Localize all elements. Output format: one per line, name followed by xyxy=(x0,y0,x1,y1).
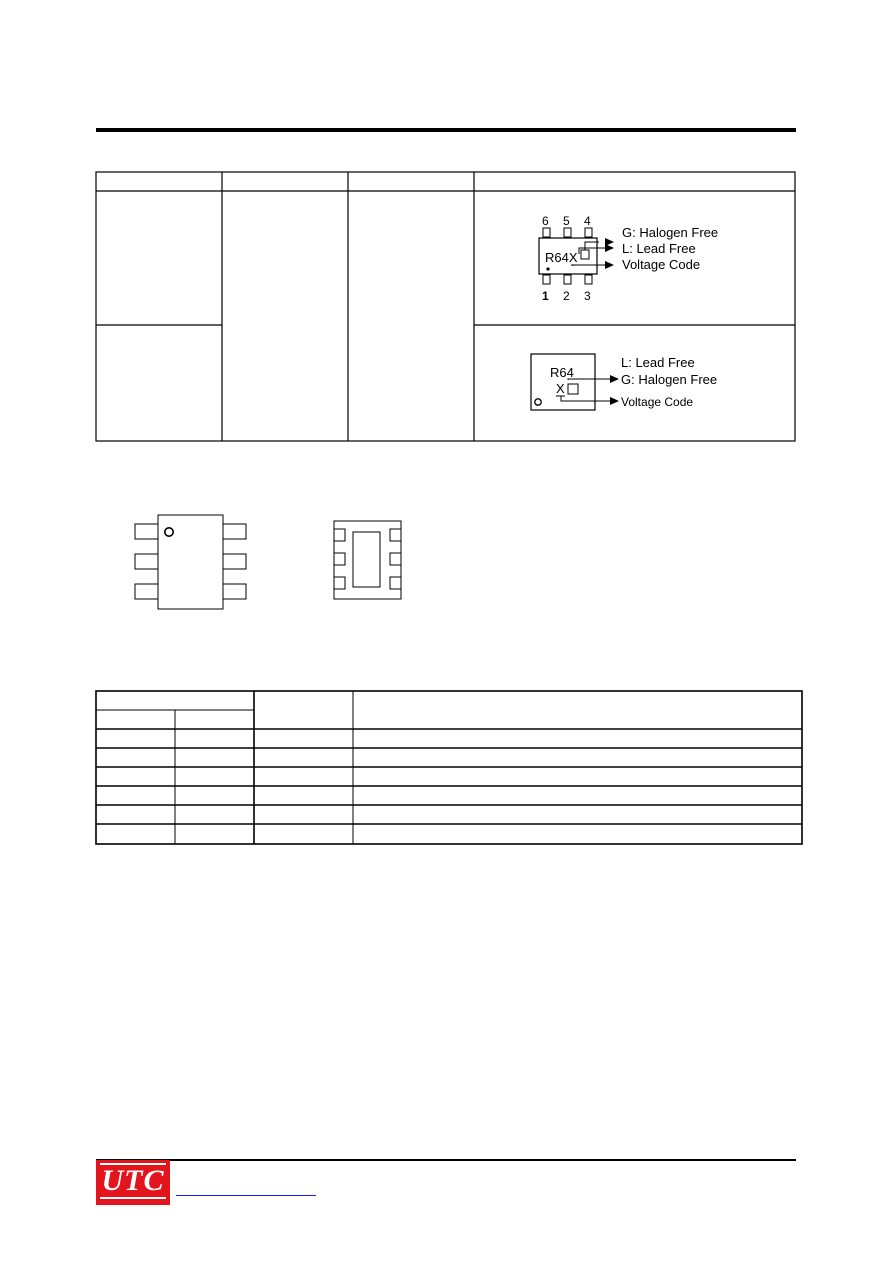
pin-description-table xyxy=(95,689,804,847)
marking-code-line1: R64 xyxy=(550,365,574,380)
package-outline-dfn xyxy=(332,518,404,602)
marking-diagram-dfn xyxy=(531,354,717,410)
label-voltage-code: Voltage Code xyxy=(622,257,701,272)
label-halogen-free: G: Halogen Free xyxy=(622,225,719,240)
utc-logo-text: UTC xyxy=(101,1164,165,1197)
label-voltage-code: Voltage Code xyxy=(621,395,694,409)
pin-number-6: 6 xyxy=(542,214,549,228)
label-halogen-free: G: Halogen Free xyxy=(621,372,718,387)
marking-code: R64X xyxy=(545,250,578,265)
pin-number-1: 1 xyxy=(542,289,549,303)
marking-diagram-sot26 xyxy=(539,214,718,303)
footer-rule xyxy=(96,1159,796,1161)
label-lead-free: L: Lead Free xyxy=(622,241,696,256)
marking-code-line2: X xyxy=(556,381,565,396)
pin-number-3: 3 xyxy=(584,289,591,303)
pin-number-4: 4 xyxy=(584,214,591,228)
marking-table xyxy=(95,170,797,443)
package-outline-sot26 xyxy=(130,512,250,612)
website-link-underline[interactable] xyxy=(176,1195,316,1196)
pin-number-2: 2 xyxy=(563,289,570,303)
pin-number-5: 5 xyxy=(563,214,570,228)
utc-logo xyxy=(96,1160,170,1205)
label-lead-free: L: Lead Free xyxy=(621,355,695,370)
header-rule xyxy=(96,128,796,132)
